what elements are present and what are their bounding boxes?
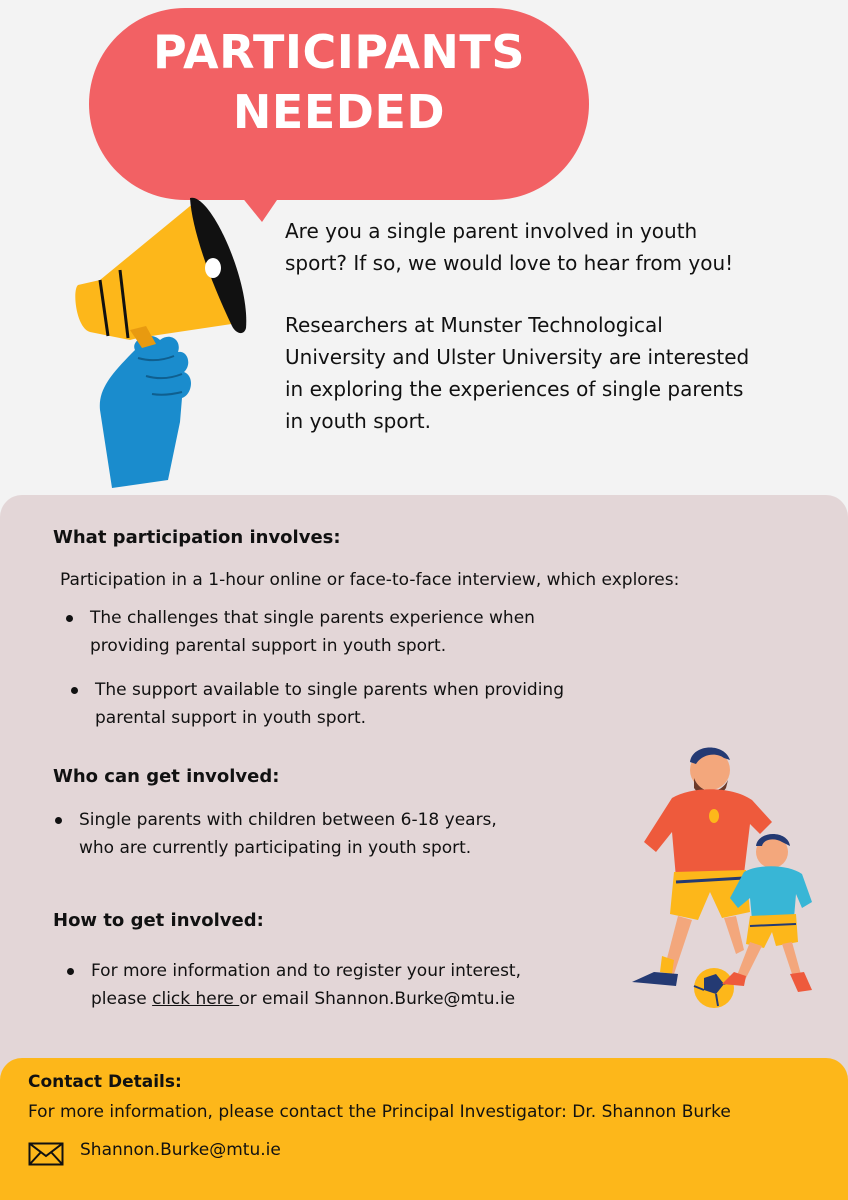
intro-line: sport? If so, we would love to hear from you! <box>285 251 734 275</box>
contact-line: For more information, please contact the Principal Investigator: Dr. Shannon Burke <box>28 1102 731 1122</box>
list-item: For more information and to register your interest, please click here or email Shannon.Burke@mtu.ie <box>91 957 521 1013</box>
intro-line: University and Ulster University are interested <box>285 345 750 369</box>
list-item: The challenges that single parents experience when providing parental support in youth sport. <box>90 604 535 660</box>
bullet-dot <box>67 968 74 975</box>
intro-line: Researchers at Munster Technological <box>285 313 663 337</box>
football-players-illustration <box>612 742 827 1012</box>
contact-title: Contact Details: <box>28 1072 182 1092</box>
list-item: The support available to single parents when providing parental support in youth sport. <box>95 676 564 732</box>
bullet-dot <box>66 615 73 622</box>
megaphone-icon <box>60 190 260 490</box>
how-heading: How to get involved: <box>53 910 264 931</box>
mail-icon <box>28 1142 64 1166</box>
intro-line: in exploring the experiences of single parents <box>285 377 744 401</box>
intro-line: in youth sport. <box>285 409 431 433</box>
intro-line: Are you a single parent involved in youth <box>285 219 698 243</box>
intro-text <box>285 215 825 467</box>
list-item: Single parents with children between 6-18 years, who are currently participating in youth sport. <box>79 806 497 862</box>
click-here-link[interactable]: click here <box>152 989 240 1009</box>
contact-details <box>0 1058 848 1200</box>
who-heading: Who can get involved: <box>53 766 280 787</box>
title-line-2: NEEDED <box>232 85 446 139</box>
title-line-1: PARTICIPANTS <box>153 25 525 79</box>
involves-heading: What participation involves: <box>53 527 341 548</box>
bullet-dot <box>55 817 62 824</box>
page-title <box>89 22 589 142</box>
involves-lead: Participation in a 1-hour online or face-to-face interview, which explores: <box>60 570 680 590</box>
bullet-dot <box>71 687 78 694</box>
contact-email[interactable]: Shannon.Burke@mtu.ie <box>80 1140 281 1160</box>
